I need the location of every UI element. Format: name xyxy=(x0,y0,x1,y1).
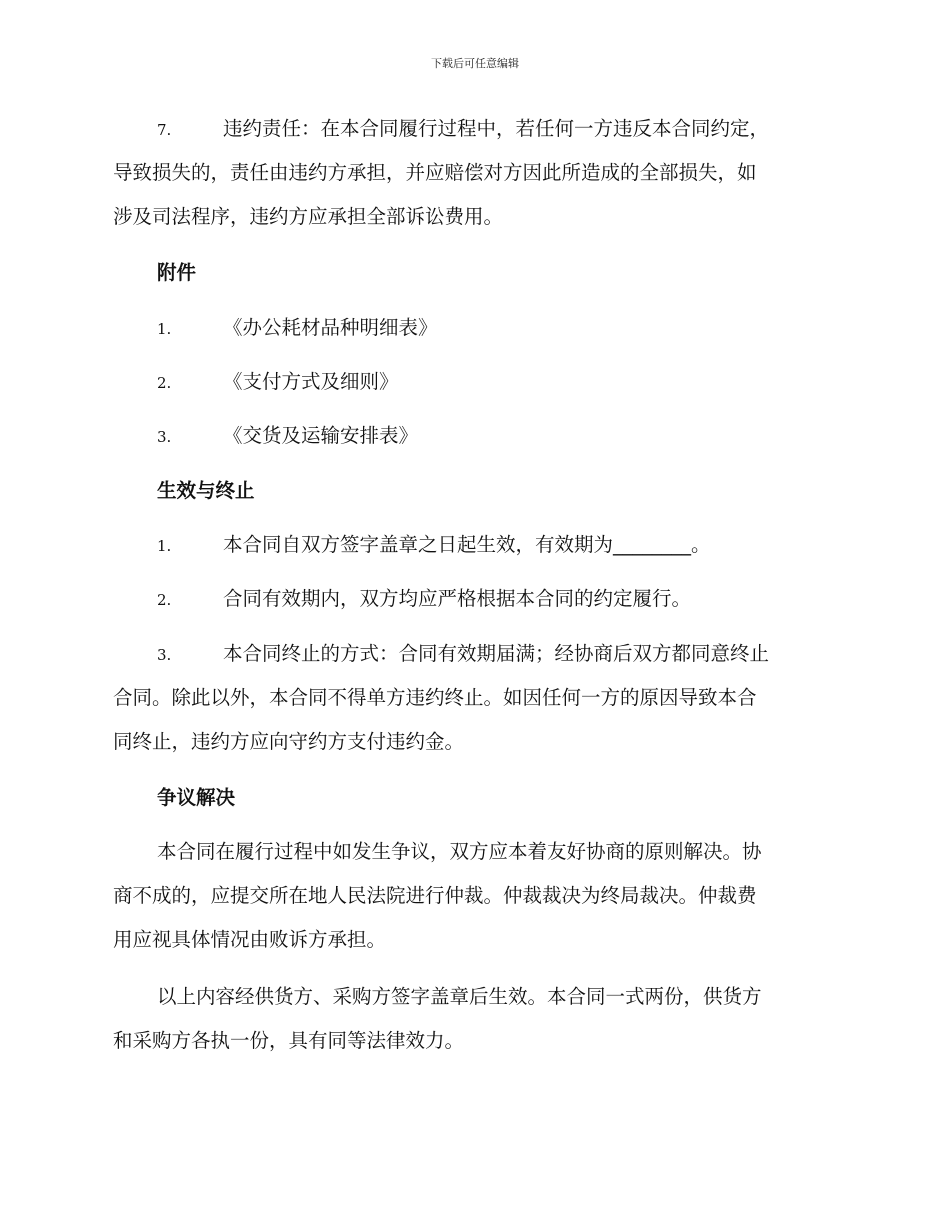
clause-text: 违约责任：在本合同履行过程中，若任何一方违反本合同约定， xyxy=(223,117,770,140)
item-text: 《交货及运输安排表》 xyxy=(223,424,419,447)
dispute-line-2: 商不成的，应提交所在地人民法院进行仲裁。仲裁裁决为终局裁决。仲裁费 xyxy=(113,884,757,907)
attachment-item xyxy=(157,311,438,345)
dispute-heading: 争议解决 xyxy=(157,786,236,809)
attachment-item xyxy=(157,419,418,453)
effect-item-3-line-2: 合同。除此以外，本合同不得单方违约终止。如因任何一方的原因导致本合 xyxy=(113,686,757,709)
closing-line-2: 和采购方各执一份，具有同等法律效力。 xyxy=(113,1029,465,1052)
effect-item xyxy=(157,528,711,562)
dispute-line-1: 本合同在履行过程中如发生争议，双方应本着友好协商的原则解决。协 xyxy=(157,840,762,863)
dispute-line-3: 用应视具体情况由败诉方承担。 xyxy=(113,928,387,951)
effect-heading: 生效与终止 xyxy=(157,479,255,502)
item-text: 《办公耗材品种明细表》 xyxy=(223,316,438,339)
closing-line-1: 以上内容经供货方、采购方签字盖章后生效。本合同一式两份，供货方 xyxy=(157,985,762,1008)
item-number: 1. xyxy=(157,537,172,555)
item-number: 3. xyxy=(157,428,172,446)
page-header: 下载后可任意编辑 xyxy=(431,57,519,70)
item-number: 3. xyxy=(157,646,172,664)
item-text: 本合同终止的方式：合同有效期届满；经协商后双方都同意终止 xyxy=(223,642,770,665)
clause-number: 7. xyxy=(157,121,172,139)
item-number: 2. xyxy=(157,591,172,609)
breach-clause-line-3: 涉及司法程序，违约方应承担全部诉讼费用。 xyxy=(113,205,504,228)
item-text: 《支付方式及细则》 xyxy=(223,370,399,393)
attachments-heading: 附件 xyxy=(157,261,197,284)
breach-clause-line-2: 导致损失的，责任由违约方承担，并应赔偿对方因此所造成的全部损失，如 xyxy=(113,161,757,184)
item-text: 合同有效期内，双方均应严格根据本合同的约定履行。 xyxy=(223,587,692,610)
effect-item xyxy=(157,637,769,671)
breach-clause-first-line xyxy=(157,112,769,146)
effect-item-3-line-3: 同终止，违约方应向守约方支付违约金。 xyxy=(113,730,465,753)
item-number: 2. xyxy=(157,374,172,392)
item-number: 1. xyxy=(157,320,172,338)
attachment-item xyxy=(157,365,399,399)
effect-item xyxy=(157,582,691,616)
item-text: 本合同自双方签字盖章之日起生效，有效期为________。 xyxy=(223,533,711,556)
